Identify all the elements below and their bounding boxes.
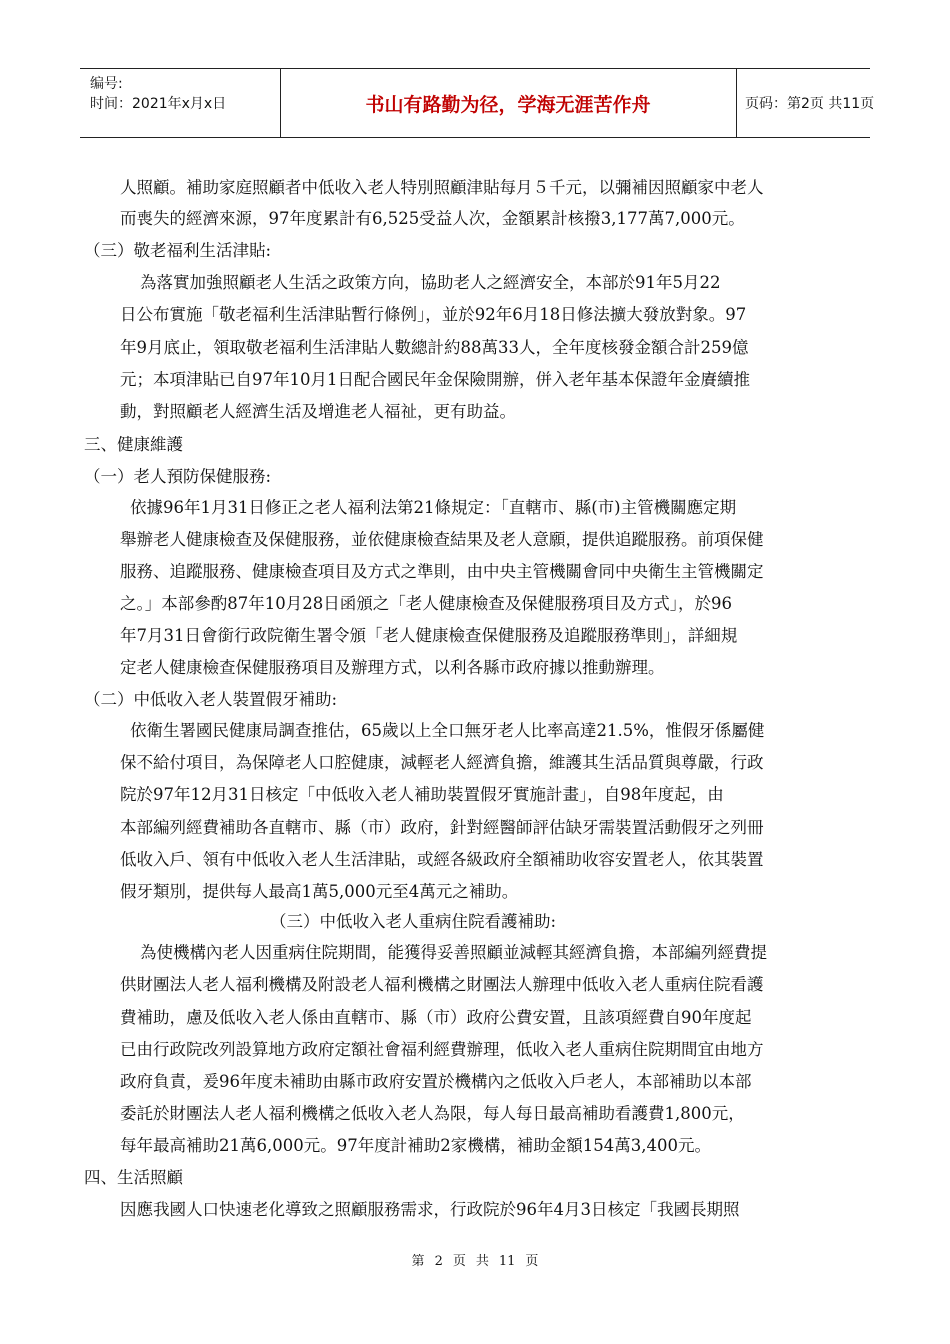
header-page-code: 页码：第2页 共11页 [745,96,875,112]
body-line: 依衛生署國民健康局調查推估，65歲以上全口無牙老人比率高達21.5%，惟假牙係屬健 [130,721,765,740]
body-line: 依據96年1月31日修正之老人福利法第21條規定：「直轄市、縣(市)主管機關應定期 [130,498,737,517]
body-line: 日公布實施「敬老福利生活津貼暫行條例」，並於92年6月18日修法擴大發放對象。97 [120,305,747,324]
section-heading: （一）老人預防保健服務: [84,467,272,486]
header-meta [80,69,281,137]
section-heading: （二）中低收入老人裝置假牙補助: [84,690,338,709]
body-line: 為使機構內老人因重病住院期間，能獲得妥善照顧並減輕其經濟負擔，本部編列經費提 [140,943,767,962]
body-line: 服務、追蹤服務、健康檢查項目及方式之準則，由中央主管機關會同中央衛生主管機關定 [120,562,764,581]
footer-ye: 页 [452,1254,466,1269]
body-line: 假牙類別，提供每人最高1萬5,000元至4萬元之補助。 [120,882,519,901]
body-line: 院於97年12月31日核定「中低收入老人補助裝置假牙實施計畫」，自98年度起，由 [120,785,724,804]
section-heading: （三）中低收入老人重病住院看護補助: [270,912,557,931]
body-line: 動，對照顧老人經濟生活及增進老人福祉，更有助益。 [120,402,516,421]
footer-page-number: 2 [434,1254,443,1269]
body-line: 元；本項津貼已自97年10月1日配合國民年金保險開辦，併入老年基本保證年金賡續推 [120,370,750,389]
body-line: 定老人健康檢查保健服務項目及辦理方式，以利各縣市政府據以推動辦理。 [120,658,665,677]
body-line: 本部編列經費補助各直轄市、縣（市）政府，針對經醫師評估缺牙需裝置活動假牙之列冊 [120,818,764,837]
body-line: 為落實加強照顧老人生活之政策方向，協助老人之經濟安全，本部於91年5月22 [140,273,721,292]
footer-di: 第 [411,1254,425,1269]
section-heading: 四、生活照顧 [84,1168,183,1187]
body-line: 保不給付項目，為保障老人口腔健康，減輕老人經濟負擔，維護其生活品質與尊嚴，行政 [120,753,764,772]
page-header [80,68,875,138]
page-footer [0,1250,950,1269]
section-heading: （三）敬老福利生活津貼: [84,241,272,260]
serial-label: 编号: [90,76,123,92]
body-line: 年9月底止，領取敬老福利生活津貼人數總計約88萬33人，全年度核發金額合計259億 [120,338,749,357]
body-line: 供財團法人老人福利機構及附設老人福利機構之財團法人辦理中低收入老人重病住院看護 [120,975,764,994]
header-motto-cell [280,69,737,137]
body-line: 費補助，慮及低收入老人係由直轄市、縣（市）政府公費安置，且該項經費自90年度起 [120,1008,752,1027]
body-line: 之。」本部參酌87年10月28日函頒之「老人健康檢查及保健服務項目及方式」，於96 [120,594,732,613]
body-line: 已由行政院改列設算地方政府定額社會福利經費辦理，低收入老人重病住院期間宜由地方 [120,1040,764,1059]
body-line: 人照顧。補助家庭照顧者中低收入老人特別照顧津貼每月５千元，以彌補因照顧家中老人 [120,178,764,197]
body-line: 因應我國人口快速老化導致之照顧服務需求，行政院於96年4月3日核定「我國長期照 [120,1200,740,1219]
body-line: 低收入戶、領有中低收入老人生活津貼，或經各級政府全額補助收容安置老人，依其裝置 [120,850,764,869]
footer-total-pages: 11 [498,1254,516,1269]
body-line: 委託於財團法人老人福利機構之低收入老人為限，每人每日最高補助看護費1,800元， [120,1104,745,1123]
body-line: 年7月31日會銜行政院衛生署令頒「老人健康檢查保健服務及追蹤服務準則」，詳細規 [120,626,738,645]
time-label: 时间：2021年x月x日 [90,96,227,112]
body-line: 而喪失的經濟來源，97年度累計有6,525受益人次，金額累計核撥3,177萬7,000元。 [120,209,745,228]
body-line: 政府負責，爰96年度未補助由縣市政府安置於機構內之低收入戶老人，本部補助以本部 [120,1072,752,1091]
body-line: 舉辦老人健康檢查及保健服務，並依健康檢查結果及老人意願，提供追蹤服務。前項保健 [120,530,764,549]
footer-gong: 共 [475,1254,489,1269]
body-line: 每年最高補助21萬6,000元。97年度計補助2家機構，補助金額154萬3,400元。 [120,1136,711,1155]
section-heading: 三、健康維護 [84,435,183,454]
motto-text: 书山有路勤为径，学海无涯苦作舟 [365,93,651,116]
footer-ye2: 页 [525,1254,539,1269]
